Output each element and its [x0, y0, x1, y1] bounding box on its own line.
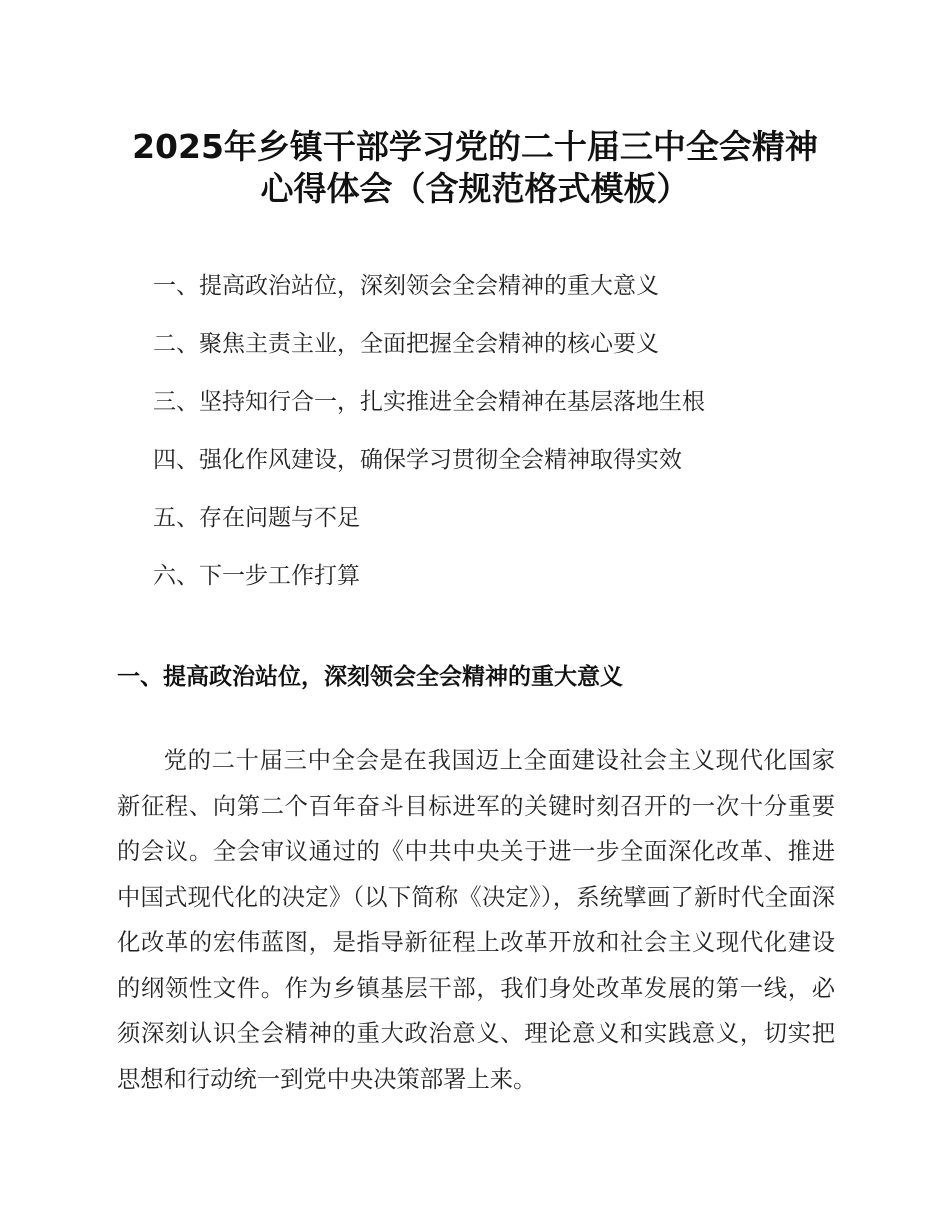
- toc-item-6: 六、下一步工作打算: [153, 563, 360, 589]
- section-1-paragraph: 党的二十届三中全会是在我国迈上全面建设社会主义现代化国家新征程、向第二个百年奋斗目标进军的关键时刻召开的一次十分重要的会议。全会审议通过的《中共中央关于进一步全面深化改革、推进中国式现代化的决定》（以下简称《决定》），系统擘画了新时代全面深化改革的宏伟蓝图，是指导新征程上改革开放和社会主义现代化建设的纲领性文件。作为乡镇基层干部，我们身处改革发展的第一线，必须深刻认识全会精神的重大政治意义、理论意义和实践意义，切实把思想和行动统一到党中央决策部署上来。: [117, 747, 835, 1093]
- section-1-heading: 一、提高政治站位，深刻领会全会精神的重大意义: [117, 664, 623, 690]
- toc-item-1: 一、提高政治站位，深刻领会全会精神的重大意义: [153, 273, 659, 299]
- toc-item-3: 三、坚持知行合一，扎实推进全会精神在基层落地生根: [153, 389, 705, 415]
- toc-item-2: 二、聚焦主责主业，全面把握全会精神的核心要义: [153, 331, 659, 357]
- table-of-contents: [153, 266, 853, 614]
- document-title-line-1: 2025年乡镇干部学习党的二十届三中全会精神: [132, 127, 818, 166]
- toc-item-4: 四、强化作风建设，确保学习贯彻全会精神取得实效: [153, 447, 682, 473]
- toc-item-5: 五、存在问题与不足: [153, 505, 360, 531]
- document-title-line-2: 心得体会（含规范格式模板）: [260, 169, 690, 208]
